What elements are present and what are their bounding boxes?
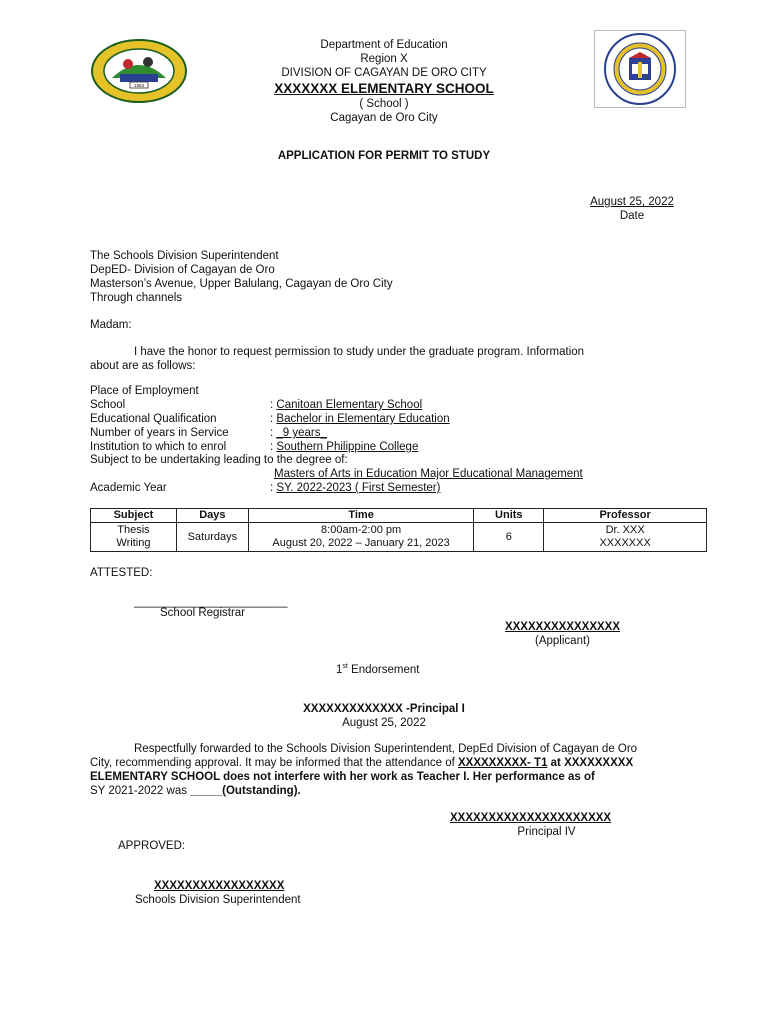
academic-year-label: Academic Year bbox=[90, 482, 167, 494]
deped-national-seal bbox=[594, 30, 686, 108]
rating-value: (Outstanding). bbox=[222, 785, 301, 797]
city: Cagayan de Oro City bbox=[330, 112, 438, 124]
colon: : bbox=[270, 427, 274, 439]
time-cell bbox=[248, 523, 474, 552]
addressee-line: Through channels bbox=[90, 292, 183, 304]
qualification-label: Educational Qualification bbox=[90, 413, 217, 425]
endorsement-suffix: st bbox=[342, 663, 348, 670]
sds-role: Schools Division Superintendent bbox=[135, 894, 301, 906]
forward-line-2 bbox=[90, 756, 633, 770]
academic-year-row bbox=[270, 482, 440, 494]
principal-iv-name: XXXXXXXXXXXXXXXXXXXXX bbox=[450, 812, 612, 824]
salutation: Madam: bbox=[90, 319, 132, 331]
addressee-line: The Schools Division Superintendent bbox=[90, 250, 279, 262]
addressee-line: DepED- Division of Cagayan de Oro bbox=[90, 264, 275, 276]
professor-line: XXXXXXX bbox=[599, 537, 651, 549]
degree-value: Masters of Arts in Education Major Educational Management bbox=[274, 468, 583, 480]
colon: : bbox=[270, 482, 274, 494]
principal-i-date: August 25, 2022 bbox=[342, 717, 426, 729]
endorsement-heading bbox=[336, 660, 419, 677]
registrar-role: School Registrar bbox=[160, 607, 246, 619]
region: Region X bbox=[360, 53, 408, 65]
table-header-row bbox=[91, 509, 707, 523]
column-header: Professor bbox=[544, 509, 707, 523]
intro-line-1: I have the honor to request permission to study under the graduate program. Information bbox=[134, 346, 585, 358]
date-label: Date bbox=[619, 210, 645, 222]
info-block bbox=[0, 385, 768, 497]
endorsement-label: Endorsement bbox=[347, 663, 420, 676]
principal-iv-block bbox=[450, 811, 612, 839]
column-header: Time bbox=[248, 509, 474, 523]
forward-line-4 bbox=[90, 784, 301, 798]
applicant-block bbox=[490, 620, 635, 648]
sds-name: XXXXXXXXXXXXXXXXX bbox=[154, 880, 285, 892]
years-label: Number of years in Service bbox=[90, 427, 229, 439]
division-name: DIVISION OF CAGAYAN DE ORO CITY bbox=[281, 67, 487, 79]
principal-i-block bbox=[284, 702, 484, 730]
addressee-line: Masterson’s Avenue, Upper Balulang, Cagayan de Oro City bbox=[90, 278, 393, 290]
professor-line: Dr. XXX bbox=[605, 524, 645, 536]
colon: : bbox=[270, 441, 274, 453]
years-row bbox=[270, 427, 327, 439]
letterhead bbox=[200, 38, 568, 125]
column-header: Units bbox=[474, 509, 544, 523]
endorsement-number: 1 bbox=[336, 663, 343, 676]
forward-line-3: ELEMENTARY SCHOOL does not interfere with her work as Teacher I. Her performance as of bbox=[90, 771, 595, 783]
school-value: Canitoan Elementary School bbox=[276, 399, 423, 411]
addressee-block bbox=[90, 249, 393, 305]
forward-text: City, recommending approval. It may be informed that the attendance of bbox=[90, 757, 458, 769]
academic-year-value: SY. 2022-2023 ( First Semester) bbox=[276, 482, 441, 494]
intro-line-2: about are as follows: bbox=[90, 360, 196, 372]
date-block bbox=[578, 195, 686, 223]
institution-value: Southern Philippine College bbox=[276, 441, 419, 453]
column-header: Days bbox=[176, 509, 248, 523]
colon: : bbox=[270, 413, 274, 425]
subject-line: Writing bbox=[116, 537, 151, 549]
table-row bbox=[91, 523, 707, 552]
principal-iv-role: Principal IV bbox=[517, 826, 576, 838]
date-value: August 25, 2022 bbox=[590, 196, 674, 208]
applicant-role: (Applicant) bbox=[535, 635, 590, 647]
years-value: _9 years_ bbox=[276, 427, 327, 439]
registrar-signature-line: ________________________ bbox=[134, 596, 288, 608]
institution-row bbox=[270, 441, 418, 453]
attested-label: ATTESTED: bbox=[90, 567, 153, 579]
teacher-name: XXXXXXXXX- T1 bbox=[457, 757, 548, 769]
school-row bbox=[270, 399, 422, 411]
place-label: Place of Employment bbox=[90, 385, 199, 397]
forward-text: SY 2021-2022 was bbox=[90, 785, 191, 797]
institution-label: Institution to which to enrol bbox=[90, 441, 227, 453]
school-sub: ( School ) bbox=[359, 98, 409, 110]
approved-label: APPROVED: bbox=[118, 840, 186, 852]
time-line: 8:00am-2:00 pm bbox=[321, 524, 402, 536]
column-header: Subject bbox=[91, 509, 177, 523]
rating-blank: _____ bbox=[190, 785, 223, 797]
professor-cell bbox=[544, 523, 707, 552]
school-label: School bbox=[90, 399, 126, 411]
subject-cell bbox=[91, 523, 177, 552]
qualification-value: Bachelor in Elementary Education bbox=[276, 413, 450, 425]
deped-division-seal bbox=[90, 38, 188, 104]
time-line: August 20, 2022 – January 21, 2023 bbox=[272, 537, 450, 549]
applicant-name: XXXXXXXXXXXXXXX bbox=[504, 621, 621, 633]
colon: : bbox=[270, 399, 274, 411]
days-cell: Saturdays bbox=[176, 523, 248, 552]
dept-name: Department of Education bbox=[320, 39, 448, 51]
qualification-row bbox=[270, 413, 450, 425]
principal-i-name: XXXXXXXXXXXXX -Principal I bbox=[303, 703, 465, 715]
subject-line: Thesis bbox=[117, 524, 150, 536]
forward-line-1: Respectfully forwarded to the Schools Division Superintendent, DepEd Division of Cagayan de Oro bbox=[134, 743, 638, 755]
subject-label: Subject to be undertaking leading to the degree of: bbox=[90, 454, 348, 466]
document-title: APPLICATION FOR PERMIT TO STUDY bbox=[277, 150, 491, 162]
svg-text:1953: 1953 bbox=[133, 83, 145, 88]
school-name: XXXXXXX ELEMENTARY SCHOOL bbox=[274, 81, 494, 96]
school-ref: at XXXXXXXXX bbox=[547, 757, 634, 769]
units-cell: 6 bbox=[474, 523, 544, 552]
schedule-table bbox=[90, 508, 707, 552]
